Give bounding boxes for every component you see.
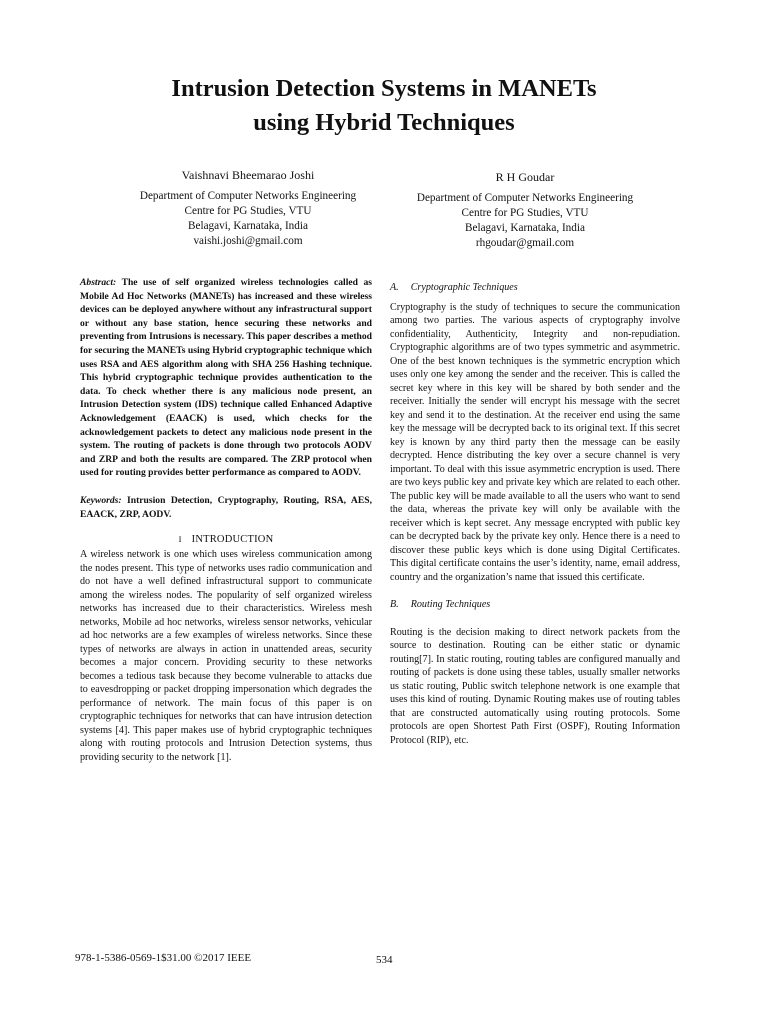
keywords-label: Keywords: <box>80 494 122 506</box>
author-centre: Centre for PG Studies, VTU <box>184 205 312 217</box>
section-title: INTRODUCTION <box>191 533 274 545</box>
author-department: Department of Computer Networks Engineering <box>139 190 357 202</box>
title-line-2: using Hybrid Techniques <box>253 109 515 136</box>
author-name: Vaishnavi Bheemarao Joshi <box>181 168 315 182</box>
footer-isbn: 978-1-5386-0569-1$31.00 ©2017 IEEE <box>75 952 252 964</box>
author-block-2 <box>380 170 670 251</box>
author-block-1 <box>103 168 393 249</box>
section-heading-introduction <box>80 533 372 547</box>
subsection-title: Cryptographic Techniques <box>410 282 518 293</box>
title-line-1: Intrusion Detection Systems in MANETs <box>171 75 597 102</box>
keywords <box>80 494 372 522</box>
introduction-paragraph: A wireless network is one which uses wireless communication among the nodes present. This type of networks uses radio communication and do not have a well defined infrastructural support to communicate among the wireless nodes. The popularity of self organized wireless networks has increased due to their characteristics. Wireless mesh networks, Mobile ad hoc networks, wireless sensor networks, vehicular ad hoc networks are a few examples of wireless networks. Since these types of networks are always in action in unattended areas, security becomes a major concern. Providing security to these networks becomes a tedious task because they become vulnerable to attacks due to eavesdropping or packet dropping impersonation which degrades the performance of network. The main focus of this paper is on cryptographic techniques for networks that can have intrusion detection systems [4]. This paper makes use of hybrid cryptographic techniques along with routing protocols and Intrusion Detection systems, thus providing security to the network [1]. <box>80 549 372 763</box>
subsection-heading-routing <box>390 598 680 612</box>
author-name: R H Goudar <box>495 170 555 184</box>
abstract-label: Abstract: <box>80 277 117 288</box>
subsection-heading-cryptographic <box>390 281 680 295</box>
keywords-text: Intrusion Detection, Cryptography, Routing, RSA, AES, EAACK, ZRP, AODV. <box>80 494 372 520</box>
cryptographic-paragraph: Cryptography is the study of techniques to secure the communication among two parties. The various aspects of cryptography involve confidentiality, Authenticity, Integrity and non-repudiation. Cryptographic algorithms are of two types symmetric and asymmetric. One of the best known techniques is the symmetric encryption which uses only one key among the sender and the receiver. This is called the secret key where in this key will be shared by both sender and the receiver. Initially the sender will encrypt his message with the secret key and send it to the destination. At the receiver end using the same key the message will be decrypted back to its original text. If this secret key is known by any third party then the message can be easily decrypted. Hence distributing the key over a secure channel is very important. To deal with this issue asymmetric encryption is used. There are two keys public key and private key which are related to each other. The public key will be made available to all the users who want to send the data, whereas the private key will only be available with the receiver which is kept secret. Any message encrypted with public key can be decrypted back by the private key only. Hence there is a need to discover these public keys which is done using Digital Certificates. This digital certificate contains the user’s identity, name, email address, country and the organization’s name that issued this certificate. <box>390 301 680 583</box>
author-location: Belagavi, Karnataka, India <box>188 220 308 232</box>
section-number: I <box>178 533 182 544</box>
subsection-number: A. <box>390 282 399 293</box>
left-column <box>80 276 372 764</box>
routing-paragraph: Routing is the decision making to direct network packets from the source to destination. Routing can be either static or dynamic routing[7]. In static routing, routing tables are configured manually and routing of packets is done using these tables, usually smaller networks us static routing, Public switch telephone network is one example that uses this kind of routing. Dynamic Routing makes use of routing tables that are constructed automatically using routing protocols. Some protocols are open Shortest Path First (OSPF), Routing Information Protocol (RIP), etc. <box>390 626 680 746</box>
paper-title <box>100 72 668 140</box>
author-location: Belagavi, Karnataka, India <box>465 222 585 234</box>
author-email: rhgoudar@gmail.com <box>475 237 575 249</box>
right-column <box>390 281 680 747</box>
author-centre: Centre for PG Studies, VTU <box>461 207 589 219</box>
abstract <box>80 276 372 480</box>
subsection-number: B. <box>390 599 399 610</box>
subsection-title: Routing Techniques <box>410 599 491 610</box>
abstract-text: The use of self organized wireless technologies called as Mobile Ad Hoc Networks (MANETs) has increased and these wireless devices can be deployed anywhere without any infrastructural support or without any base station, hence securing these networks and preventing from Intrusions is necessary. This paper describes a method for securing the MANETs using Hybrid cryptographic technique which uses RSA and AES algorithm along with SHA 256 Hashing technique. This hybrid cryptographic technique provides authentication to the data. To check whether there is any malicious node present, an Intrusion Detection system (IDS) technique called Enhanced Adaptive Acknowledgement (EAACK) is used, which checks for the acknowledgement packets to detect any malicious node present in the system. The routing of packets is done through two protocols AODV and ZRP and both the results are compared. The ZRP protocol when used for routing provides better performance as compared to AODV. <box>80 277 372 479</box>
page-number: 534 <box>376 954 393 966</box>
author-email: vaishi.joshi@gmail.com <box>193 235 303 247</box>
author-department: Department of Computer Networks Engineering <box>416 192 634 204</box>
